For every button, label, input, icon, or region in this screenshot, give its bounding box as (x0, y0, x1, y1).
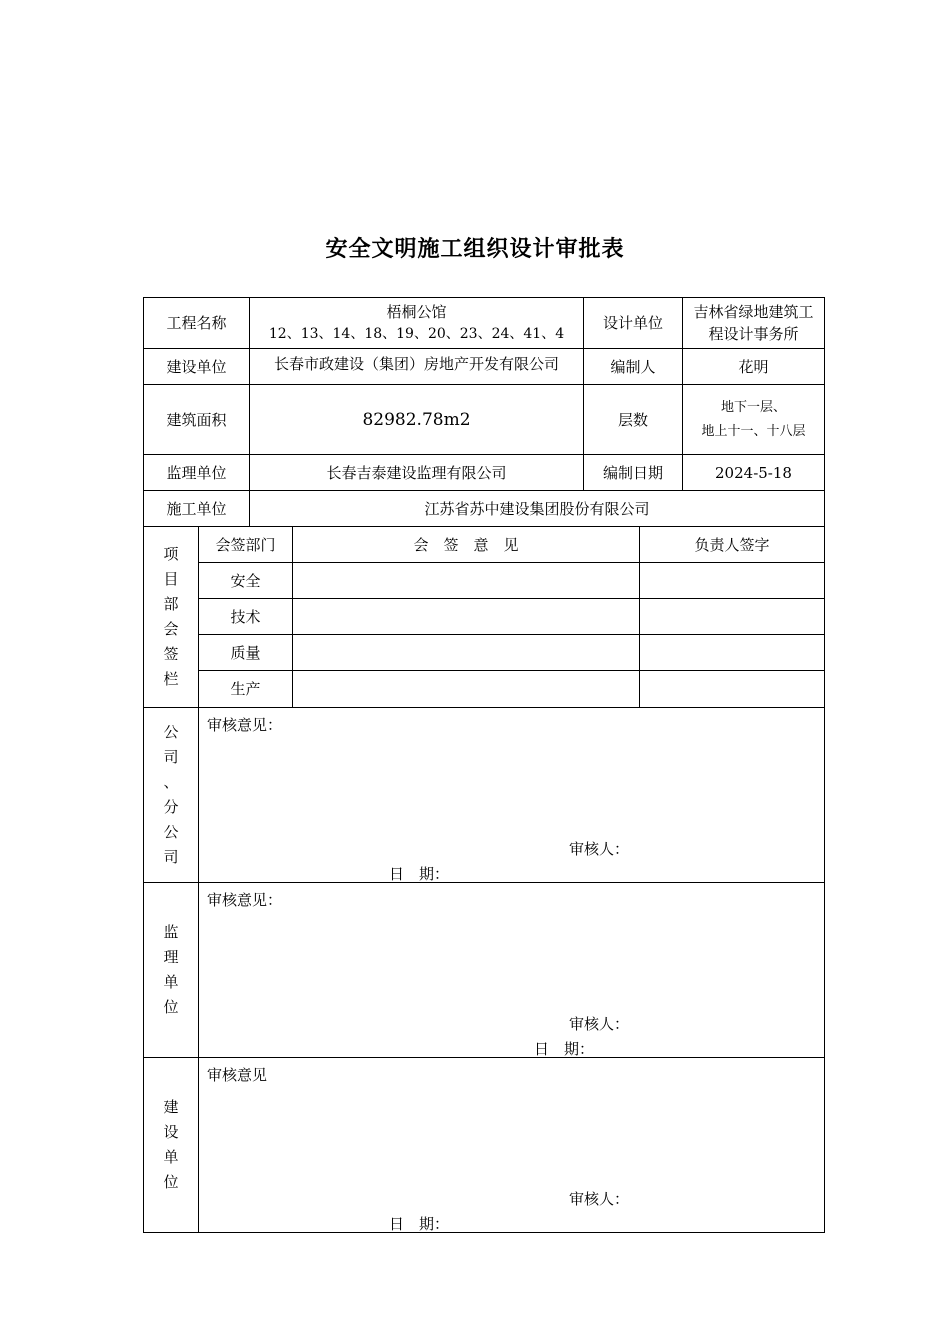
countersign-opinion-production[interactable] (292, 670, 640, 708)
builder-review-date-label: 日 期： (389, 1215, 450, 1233)
countersign-signature-production[interactable] (639, 670, 825, 708)
area-value: 82982.78m2 (249, 384, 584, 455)
builder-label: 建设单位 (143, 348, 250, 385)
countersign-dept-production: 生产 (198, 670, 293, 708)
company-review-opinion-label: 审核意见： (207, 716, 283, 734)
company-review-side-label: 公 司 、 分 公 司 (143, 707, 199, 883)
countersign-dept-quality: 质量 (198, 634, 293, 671)
supervisor-value: 长春吉泰建设监理有限公司 (249, 454, 584, 491)
floors-label: 层数 (583, 384, 683, 455)
supervisor-label: 监理单位 (143, 454, 250, 491)
supervisor-review-opinion-label: 审核意见： (207, 891, 283, 909)
floors-line1: 地下一层、 (720, 399, 786, 415)
builder-review-reviewer-label: 审核人： (569, 1190, 630, 1208)
design-unit-label: 设计单位 (583, 297, 683, 349)
countersign-opinion-technology[interactable] (292, 598, 640, 635)
project-name-line1: 梧桐公馆 (386, 303, 447, 321)
project-name-value (249, 297, 584, 349)
supervisor-review-side-label: 监 理 单 位 (143, 882, 199, 1058)
supervisor-review-reviewer-label: 审核人： (569, 1015, 630, 1033)
project-name-label: 工程名称 (143, 297, 250, 349)
countersign-signature-quality[interactable] (639, 634, 825, 671)
area-label: 建筑面积 (143, 384, 250, 455)
contractor-label: 施工单位 (143, 490, 250, 527)
company-review-area[interactable] (198, 707, 825, 883)
countersign-header-dept: 会签部门 (198, 526, 293, 563)
countersign-signature-technology[interactable] (639, 598, 825, 635)
countersign-header-opinion: 会 签 意 见 (292, 526, 640, 563)
design-unit-value: 吉林省绿地建筑工程设计事务所 (682, 297, 825, 349)
supervisor-review-area[interactable] (198, 882, 825, 1058)
builder-review-area[interactable] (198, 1057, 825, 1233)
supervisor-review-date-label: 日 期： (534, 1040, 595, 1058)
page-title: 安全文明施工组织设计审批表 (325, 237, 625, 262)
builder-review-side-label: 建 设 单 位 (143, 1057, 199, 1233)
countersign-header-signature: 负责人签字 (639, 526, 825, 563)
countersign-opinion-quality[interactable] (292, 634, 640, 671)
compiler-label: 编制人 (583, 348, 683, 385)
countersign-side-label: 项 目 部 会 签 栏 (143, 526, 199, 708)
floors-value (682, 384, 825, 455)
countersign-signature-safety[interactable] (639, 562, 825, 599)
project-name-line2: 12、13、14、18、19、20、23、24、41、4 (268, 326, 565, 342)
countersign-dept-technology: 技术 (198, 598, 293, 635)
builder-review-opinion-label: 审核意见 (207, 1066, 268, 1084)
compile-date-label: 编制日期 (583, 454, 683, 491)
compiler-value: 花明 (682, 348, 825, 385)
company-review-date-label: 日 期： (389, 865, 450, 883)
floors-line2: 地上十一、十八层 (701, 423, 806, 439)
builder-value: 长春市政建设（集团）房地产开发有限公司 (249, 348, 584, 385)
countersign-dept-safety: 安全 (198, 562, 293, 599)
compile-date-value: 2024-5-18 (682, 454, 825, 491)
contractor-value: 江苏省苏中建设集团股份有限公司 (249, 490, 825, 527)
countersign-opinion-safety[interactable] (292, 562, 640, 599)
company-review-reviewer-label: 审核人： (569, 840, 630, 858)
